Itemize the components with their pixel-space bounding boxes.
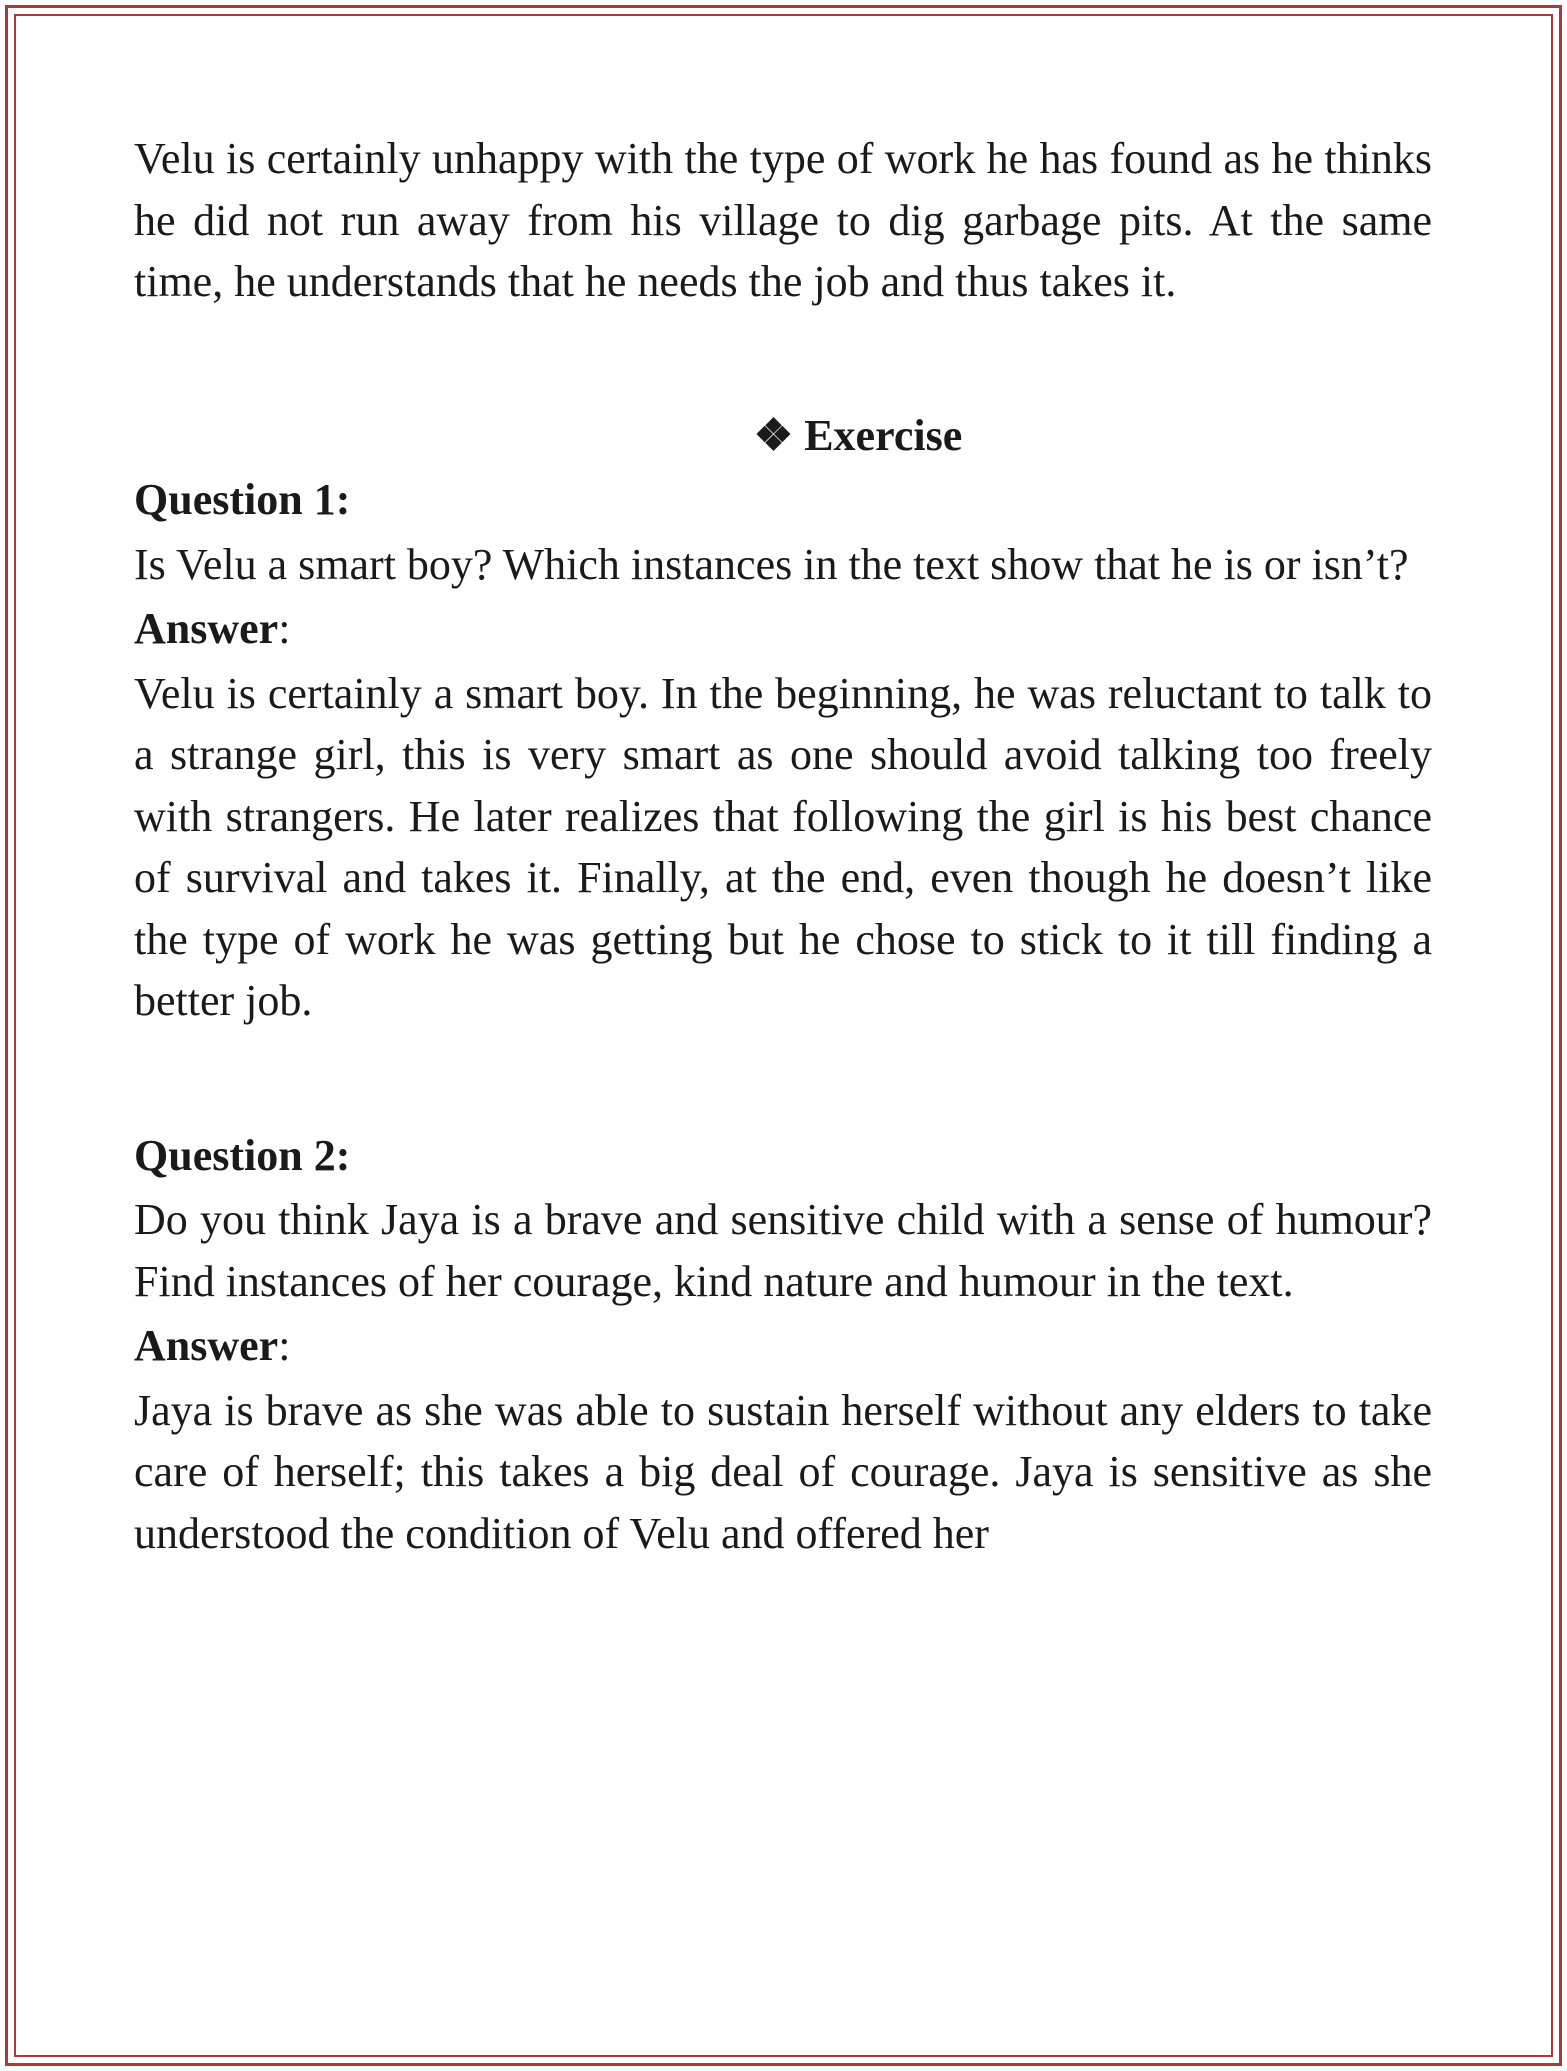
intro-paragraph: Velu is certainly unhappy with the type of work he has found as he thinks he did not run away from his village to dig garbage pits. At the same time, he understands that he needs the job and thus takes it.	[134, 134, 1432, 306]
question-1	[134, 469, 1432, 1032]
answer-2-text: Jaya is brave as she was able to sustain herself without any elders to take care of herself; this takes a big deal of courage. Jaya is sensitive as she understood the condition of Velu and offered her	[134, 1385, 1432, 1558]
page-content	[134, 128, 1432, 1564]
question-2	[134, 1125, 1432, 1565]
answer-1-text: Velu is certainly a smart boy. In the beginning, he was reluctant to talk to a strange girl, this is very smart as one should avoid talking too freely with strangers. He later realizes that following the girl is his best chance of survival and takes it. Finally, at the end, even though he doesn’t like the type of work he was getting but he chose to stick to it till finding a better job.	[134, 668, 1432, 1025]
question-2-title: Question 2:	[134, 1130, 351, 1180]
answer-1-label-text: Answer	[134, 604, 279, 653]
question-1-title: Question 1:	[134, 475, 351, 524]
exercise-title: Exercise	[804, 410, 963, 460]
diamond-bullet-icon: ❖	[753, 410, 794, 460]
answer-2-label	[134, 1315, 1432, 1377]
answer-1-label	[134, 598, 1432, 660]
question-1-text: Is Velu a smart boy? Which instances in the text show that he is or isn’t?	[134, 539, 1409, 589]
question-2-text: Do you think Jaya is a brave and sensitive child with a sense of humour? Find instances of her courage, kind nature and humour in the text.	[134, 1195, 1432, 1306]
answer-1-label-colon: :	[278, 604, 291, 653]
exercise-heading	[134, 405, 1432, 467]
answer-2-label-colon: :	[278, 1321, 291, 1370]
answer-2-label-text: Answer	[134, 1321, 279, 1370]
